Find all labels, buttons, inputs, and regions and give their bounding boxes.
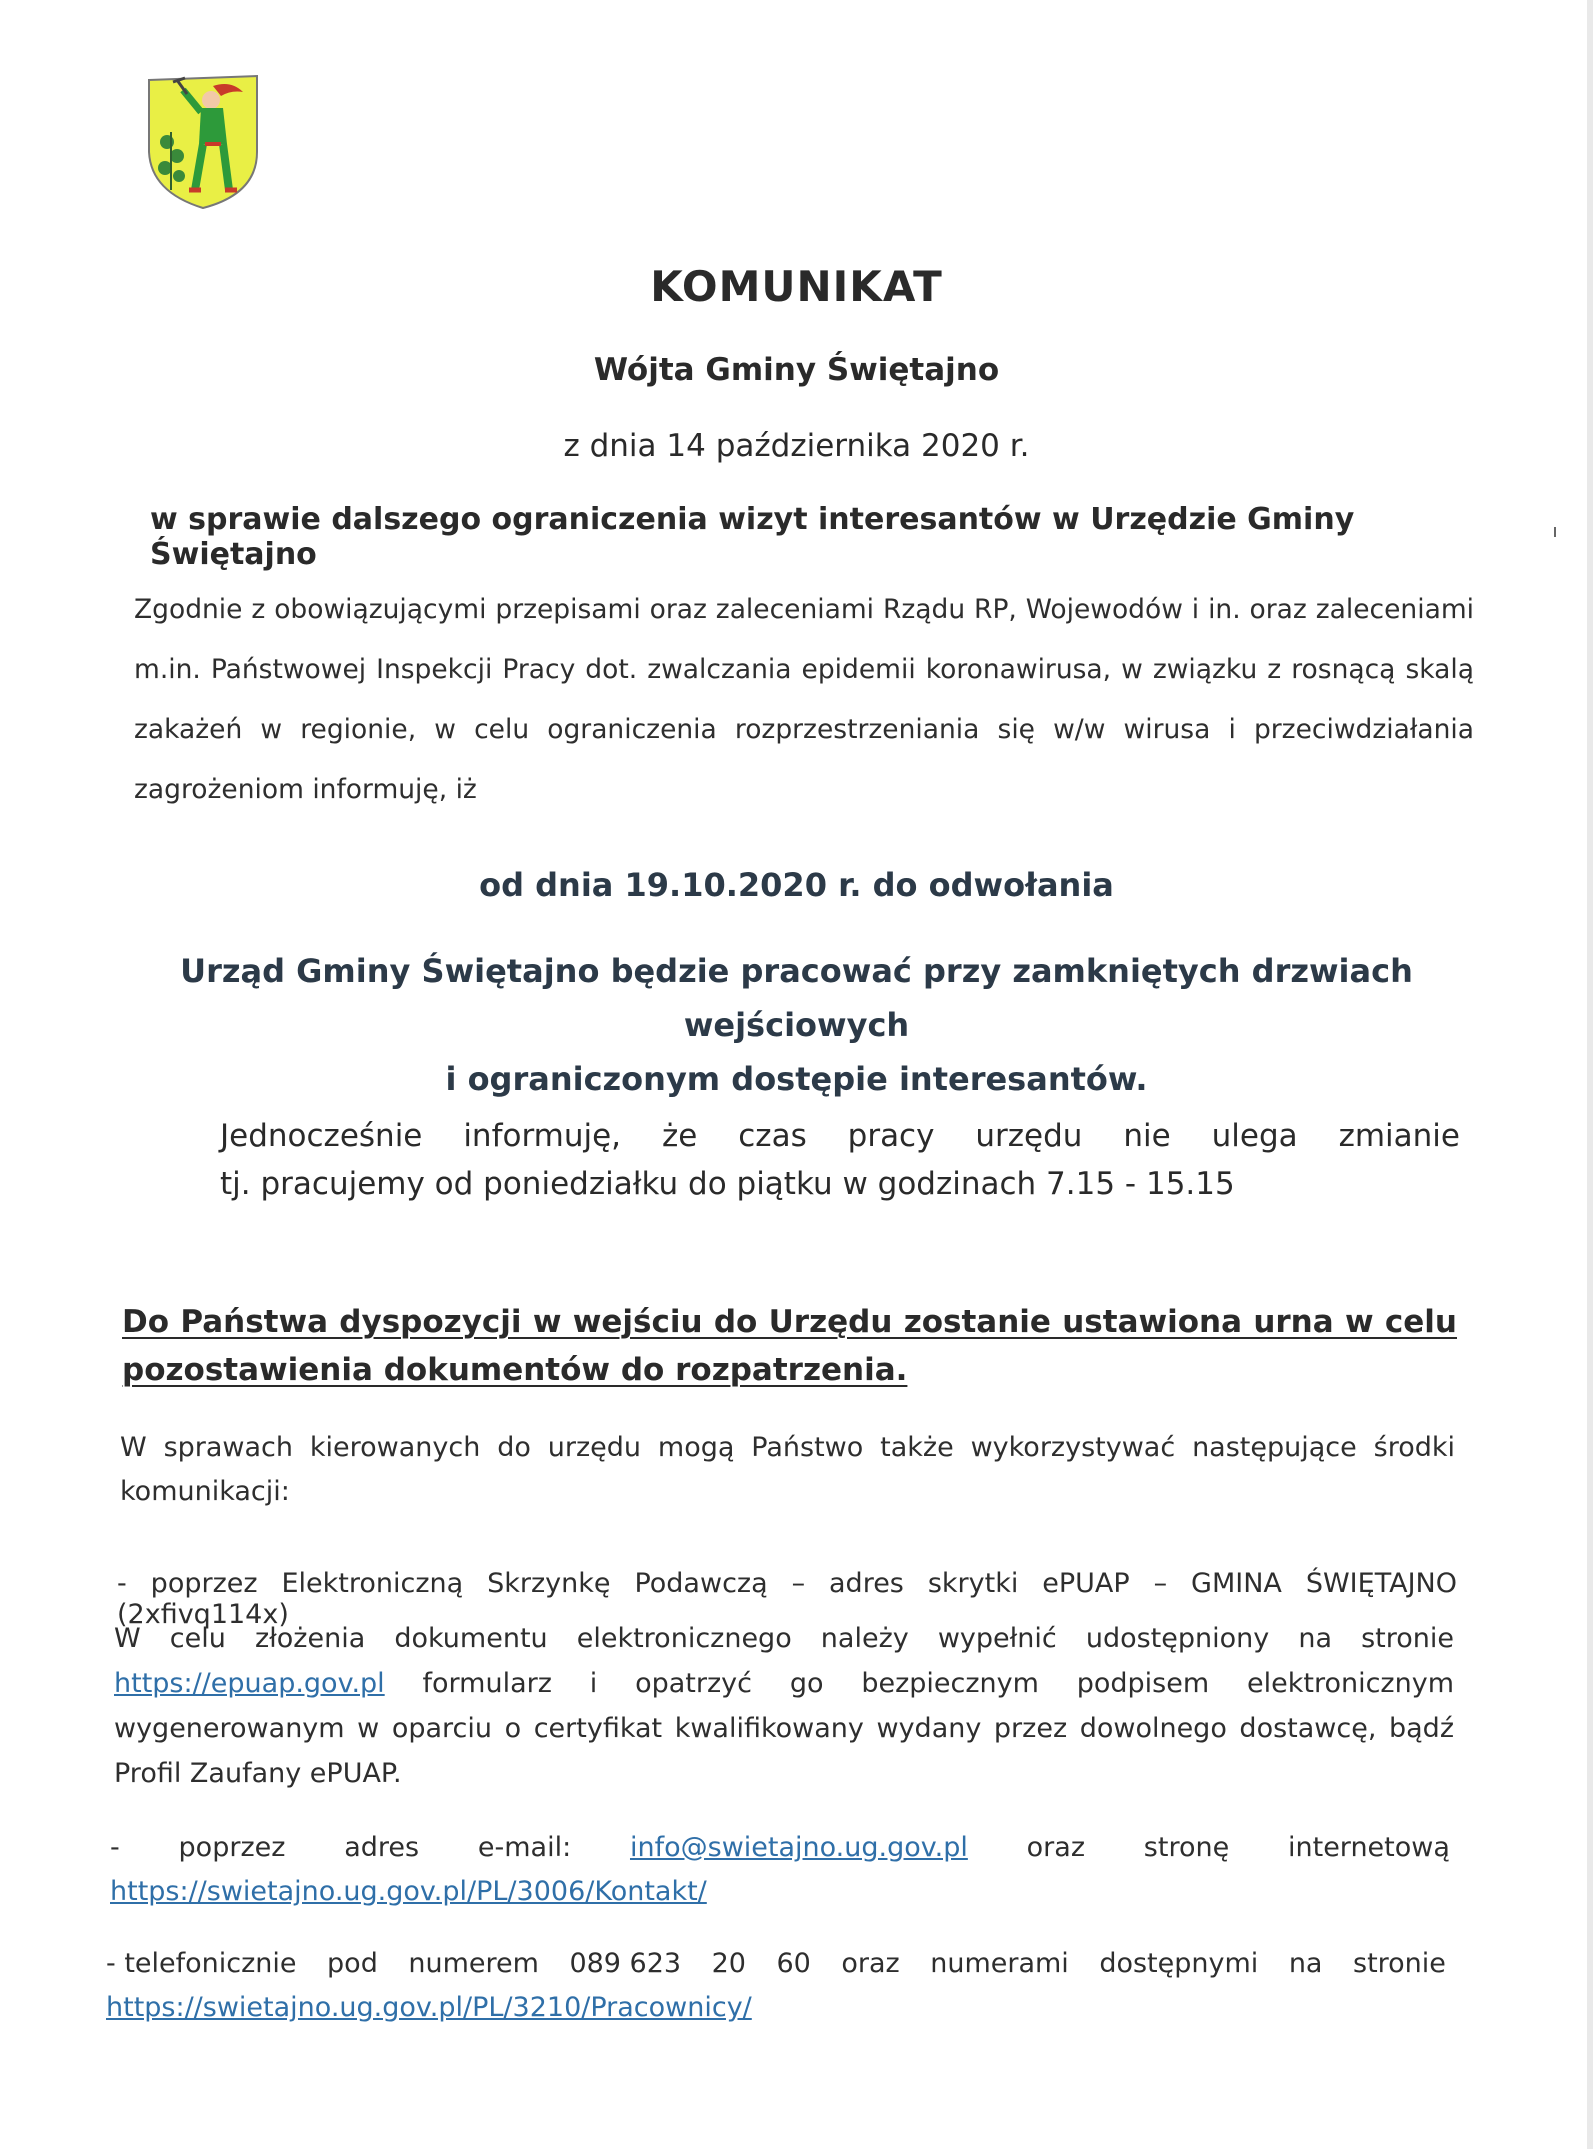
word: - xyxy=(110,1832,120,1863)
scan-mark xyxy=(1554,527,1556,537)
word: urzędu xyxy=(975,1118,1083,1154)
email-contact-line xyxy=(110,1826,1450,1870)
form-text: formularz i opatrzyć go bezpiecznym podpisem elektronicznym wygenerowanym w oparciu o certyfikat kwalifikowany wydany przez dowolnego dostawcę, bądź Profil Zaufany ePUAP. xyxy=(114,1668,1454,1789)
phone-number-part: 089 623 xyxy=(569,1948,682,1979)
word: internetową xyxy=(1288,1832,1450,1863)
word: na xyxy=(1288,1948,1323,1979)
phone-number-part: 20 xyxy=(711,1948,746,1979)
page-subtitle: Wójta Gminy Świętajno xyxy=(593,352,1000,388)
word: informuję, xyxy=(463,1118,622,1154)
ballot-box-notice: Do Państwa dyspozycji w wejściu do Urzędu zostanie ustawiona urna w celu pozostawienia dokumentów do rozpatrzenia. xyxy=(122,1304,1457,1388)
contact-page-link[interactable]: https://swietajno.ug.gov.pl/PL/3006/Kontakt/ xyxy=(110,1876,707,1907)
coat-of-arms-icon xyxy=(143,72,263,212)
office-notice xyxy=(100,944,1493,1106)
document-subject: w sprawie dalszego ograniczenia wizyt interesantów w Urzędzie Gminy Świętajno xyxy=(150,502,1355,572)
communication-means-paragraph: W sprawach kierowanych do urzędu mogą Państwo także wykorzystywać następujące środki komunikacji: xyxy=(120,1432,1455,1507)
scan-edge xyxy=(1587,0,1593,2149)
word: - telefonicznie xyxy=(106,1948,297,1979)
word: stronie xyxy=(1353,1948,1446,1979)
word: e-mail: xyxy=(477,1832,572,1863)
phone-number-part: 60 xyxy=(776,1948,811,1979)
word: nie xyxy=(1123,1118,1171,1154)
word: oraz xyxy=(1026,1832,1085,1863)
word: czas xyxy=(738,1118,807,1154)
effective-date: od dnia 19.10.2020 r. do odwołania xyxy=(479,866,1114,904)
word: ulega xyxy=(1211,1118,1298,1154)
email-link[interactable]: info@swietajno.ug.gov.pl xyxy=(629,1832,968,1863)
word: zmianie xyxy=(1338,1118,1460,1154)
word: numerami xyxy=(930,1948,1069,1979)
epuap-address: - poprzez Elektroniczną Skrzynkę Podawczą – adres skrytki ePUAP – GMINA ŚWIĘTAJNO (2xfivq114x) xyxy=(117,1568,1457,1630)
word: stronę xyxy=(1143,1832,1230,1863)
page-title: KOMUNIKAT xyxy=(650,262,943,311)
word: dostępnymi xyxy=(1099,1948,1259,1979)
word: pracy xyxy=(847,1118,935,1154)
intro-paragraph: Zgodnie z obowiązującymi przepisami oraz zaleceniami Rządu RP, Wojewodów i in. oraz zaleceniami m.in. Państwowej Inspekcji Pracy dot. zwalczania epidemii koronawirusa, w związku z rosnącą skalą zakażeń w regionie, w celu ograniczenia rozprzestrzeniania się w/w wirusa i przeciwdziałania zagrożeniom informuję, iż xyxy=(134,594,1474,805)
epuap-form-paragraph xyxy=(114,1616,1454,1796)
email-contact-paragraph xyxy=(110,1826,1450,1914)
office-notice-line: i ograniczonym dostępie interesantów. xyxy=(445,1060,1148,1098)
working-hours-paragraph xyxy=(220,1112,1460,1208)
phone-contact-line xyxy=(106,1942,1446,1986)
word: adres xyxy=(344,1832,420,1863)
word: oraz xyxy=(841,1948,900,1979)
word: poprzez xyxy=(178,1832,286,1863)
word: pod xyxy=(327,1948,378,1979)
word: Jednocześnie xyxy=(220,1118,423,1154)
epuap-link[interactable]: https://epuap.gov.pl xyxy=(114,1668,385,1699)
staff-page-link[interactable]: https://swietajno.ug.gov.pl/PL/3210/Pracownicy/ xyxy=(106,1992,752,2023)
word: numerem xyxy=(408,1948,539,1979)
working-hours-line xyxy=(220,1112,1460,1160)
word: że xyxy=(661,1118,698,1154)
working-hours-line: tj. pracujemy od poniedziałku do piątku w godzinach 7.15 - 15.15 xyxy=(220,1166,1235,1202)
form-text: W celu złożenia dokumentu elektronicznego należy wypełnić udostępniony na stronie xyxy=(114,1623,1454,1654)
office-notice-line: Urząd Gminy Świętajno będzie pracować przy zamkniętych drzwiach wejściowych xyxy=(180,952,1413,1044)
phone-contact-paragraph xyxy=(106,1942,1446,2030)
document-date: z dnia 14 października 2020 r. xyxy=(563,428,1030,464)
